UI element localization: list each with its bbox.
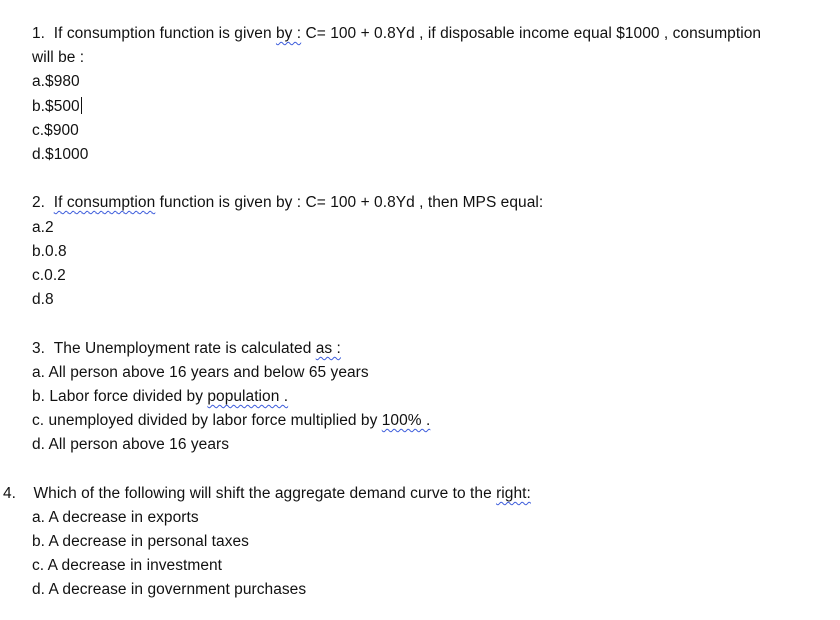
option-text: b. Labor force divided by	[32, 388, 208, 405]
question-1-prompt	[32, 24, 761, 44]
question-3-prompt	[32, 339, 341, 359]
option-c: c. A decrease in investment	[32, 557, 223, 574]
option-b: b.0.8	[32, 243, 67, 260]
question-number: 1.	[32, 25, 46, 42]
question-4-prompt	[3, 484, 531, 504]
spellcheck-underlined-text[interactable]: by :	[275, 25, 302, 42]
option-a: a.$980	[32, 73, 80, 90]
option-a: a. A decrease in exports	[32, 509, 199, 526]
question-text: The Unemployment rate is calculated	[53, 340, 316, 357]
spellcheck-underlined-text[interactable]: right:	[496, 485, 531, 502]
spellcheck-underlined-text[interactable]: as :	[315, 340, 341, 357]
option-text: b.$500	[32, 98, 80, 115]
question-2-prompt	[32, 193, 543, 213]
spellcheck-underlined-text[interactable]: 100% .	[381, 412, 431, 429]
question-text: function is given by : C= 100 + 0.8Yd , then MPS equal:	[155, 194, 544, 211]
question-text: Which of the following will shift the aggregate demand curve to the	[33, 485, 497, 502]
option-b	[32, 387, 288, 407]
option-text: c. unemployed divided by labor force multiplied by	[32, 412, 382, 429]
option-d: d.8	[32, 291, 54, 308]
spellcheck-underlined-text[interactable]: population .	[207, 388, 289, 405]
text-cursor	[81, 97, 82, 114]
option-b: b. A decrease in personal taxes	[32, 533, 249, 550]
question-1-prompt-continued: will be :	[32, 49, 85, 66]
option-a: a. All person above 16 years and below 65 years	[32, 364, 369, 381]
option-c: c.$900	[32, 122, 79, 139]
option-c: c.0.2	[32, 267, 66, 284]
option-b	[32, 97, 82, 117]
question-number: 3.	[32, 340, 46, 357]
question-number: 4.	[3, 485, 17, 502]
option-d: d. All person above 16 years	[32, 436, 229, 453]
option-d: d.$1000	[32, 146, 89, 163]
question-number: 2.	[32, 194, 46, 211]
question-text: C= 100 + 0.8Yd , if disposable income equal $1000 , consumption	[301, 25, 762, 42]
option-a: a.2	[32, 219, 54, 236]
option-d: d. A decrease in government purchases	[32, 581, 307, 598]
spellcheck-underlined-text[interactable]: If consumption	[53, 194, 156, 211]
question-text: If consumption function is given	[53, 25, 276, 42]
option-c	[32, 411, 430, 431]
